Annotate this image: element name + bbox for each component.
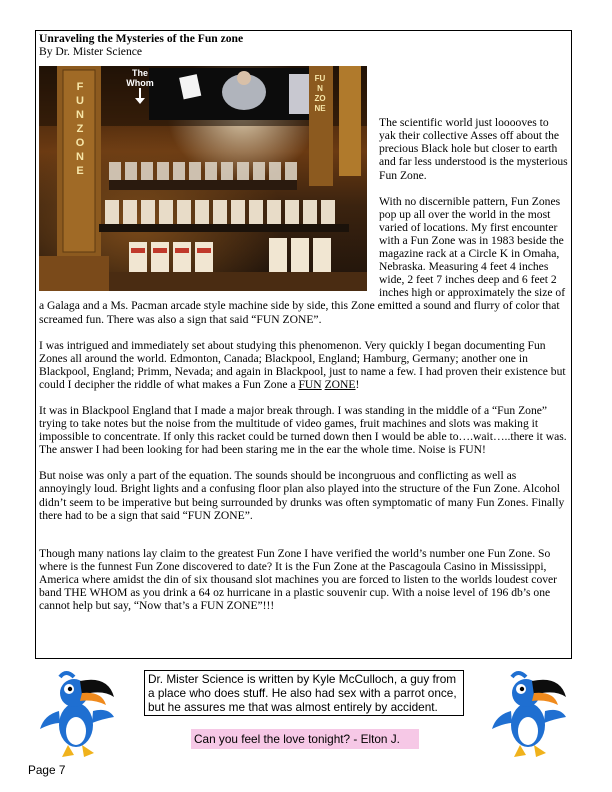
paragraph-documenting bbox=[39, 339, 568, 391]
paragraph-first-encounter: With no discernible pattern, Fun Zones pop up all over the world in the most varied of locations. My first encounter with a Fun Zone was in 1983 beside the magazine rack at a Circle K in Omaha, Nebraska. Measuring 4 feet 4 inches wide, 2 feet 7 inches deep and 6 feet 2 inches high or approximately the size of a Galaga and a Ms. Pacman arcade style machine side by side, this Zone emitted a sound and flurry of color that screamed fun. There was also a sign that said “FUN ZONE”. bbox=[39, 194, 566, 326]
article-box bbox=[35, 30, 572, 659]
sign-left-text: FUN ZONE bbox=[75, 81, 85, 178]
paragraph-intro: The scientific world just looooves to yak their collective Asses off about the precious Black hole but closer to earth and far less understood is the mysterious Fun Zone. bbox=[379, 116, 568, 182]
article-title: Unraveling the Mysteries of the Fun zone bbox=[39, 32, 244, 45]
paragraph-breakthrough: It was in Blackpool England that I made a major break through. I was standing in the middle of a “Fun Zone” trying to take notes but the noise from the multitude of video games, fruit machines and slots was making it impossible to concentrate. If only this racket could be turned down then I would be able to….wait…..there it was. The answer I had been looking for had been staring me in the ear the whole time. Noise is FUN! bbox=[39, 403, 567, 457]
photo-caption-line1: The bbox=[131, 68, 148, 79]
casino-photo bbox=[39, 66, 367, 291]
author-credit-box: Dr. Mister Science is written by Kyle McCulloch, a guy from a place who does stuff. He also had sex with a parrot once, but he assures me that was almost entirely by accident. bbox=[144, 670, 464, 716]
sign-right-text: FUN ZONE bbox=[314, 74, 326, 114]
paragraph-equation: But noise was only a part of the equation. The sounds should be incongruous and conflicting as well as annoyingly loud. Bright lights and a confusing floor plan also played into the structure of the Fun Zone. Alcohol didn’t seem to be imperative but being surrounded by drunks was often symptomatic of many Fun Zones. Finally there had to be a sign that said “FUN ZONE”. bbox=[39, 469, 565, 522]
underlined-zone: ZONE bbox=[324, 377, 356, 391]
quote-banner: Can you feel the love tonight? - Elton J. bbox=[191, 729, 419, 749]
photo-caption bbox=[115, 68, 165, 88]
article-byline: By Dr. Mister Science bbox=[39, 45, 143, 59]
exclamation: ! bbox=[355, 377, 360, 391]
paragraph-number-one: Though many nations lay claim to the greatest Fun Zone I have verified the world’s number one Fun Zone. So where is the funnest Fun Zone discovered to date? It is the Fun Zone at the Pascagoula Casino in Mississippi, America where amidst the din of six thousand slot machines you are forced to listen to the worlds loudest cover band THE WHOM as you drink a 64 oz hurricane in a plastic souvenir cup. With a noise level of 196 db’s one cannot help but say, “Now that’s a FUN ZONE”!!! bbox=[39, 546, 558, 613]
paragraph-documenting-text: I was intrigued and immediately set about studying this phenomenon. Very quickly I began documenting Fun Zones all around the world. Edmonton, Canada; Blackpool, England; Hamburg, Germany; another one in Blackpool, England; Primm, Nevada; and again in Blackpool, just to name a few. I had proven their existence but could I decipher the riddle of what makes a Fun Zone a bbox=[39, 338, 566, 391]
underlined-fun: FUN bbox=[298, 377, 322, 391]
toucan-mascot-left-icon bbox=[36, 671, 118, 759]
photo-caption-line2: Whom bbox=[126, 78, 154, 89]
toucan-mascot-right-icon bbox=[488, 671, 570, 759]
page-number: Page 7 bbox=[28, 763, 66, 777]
